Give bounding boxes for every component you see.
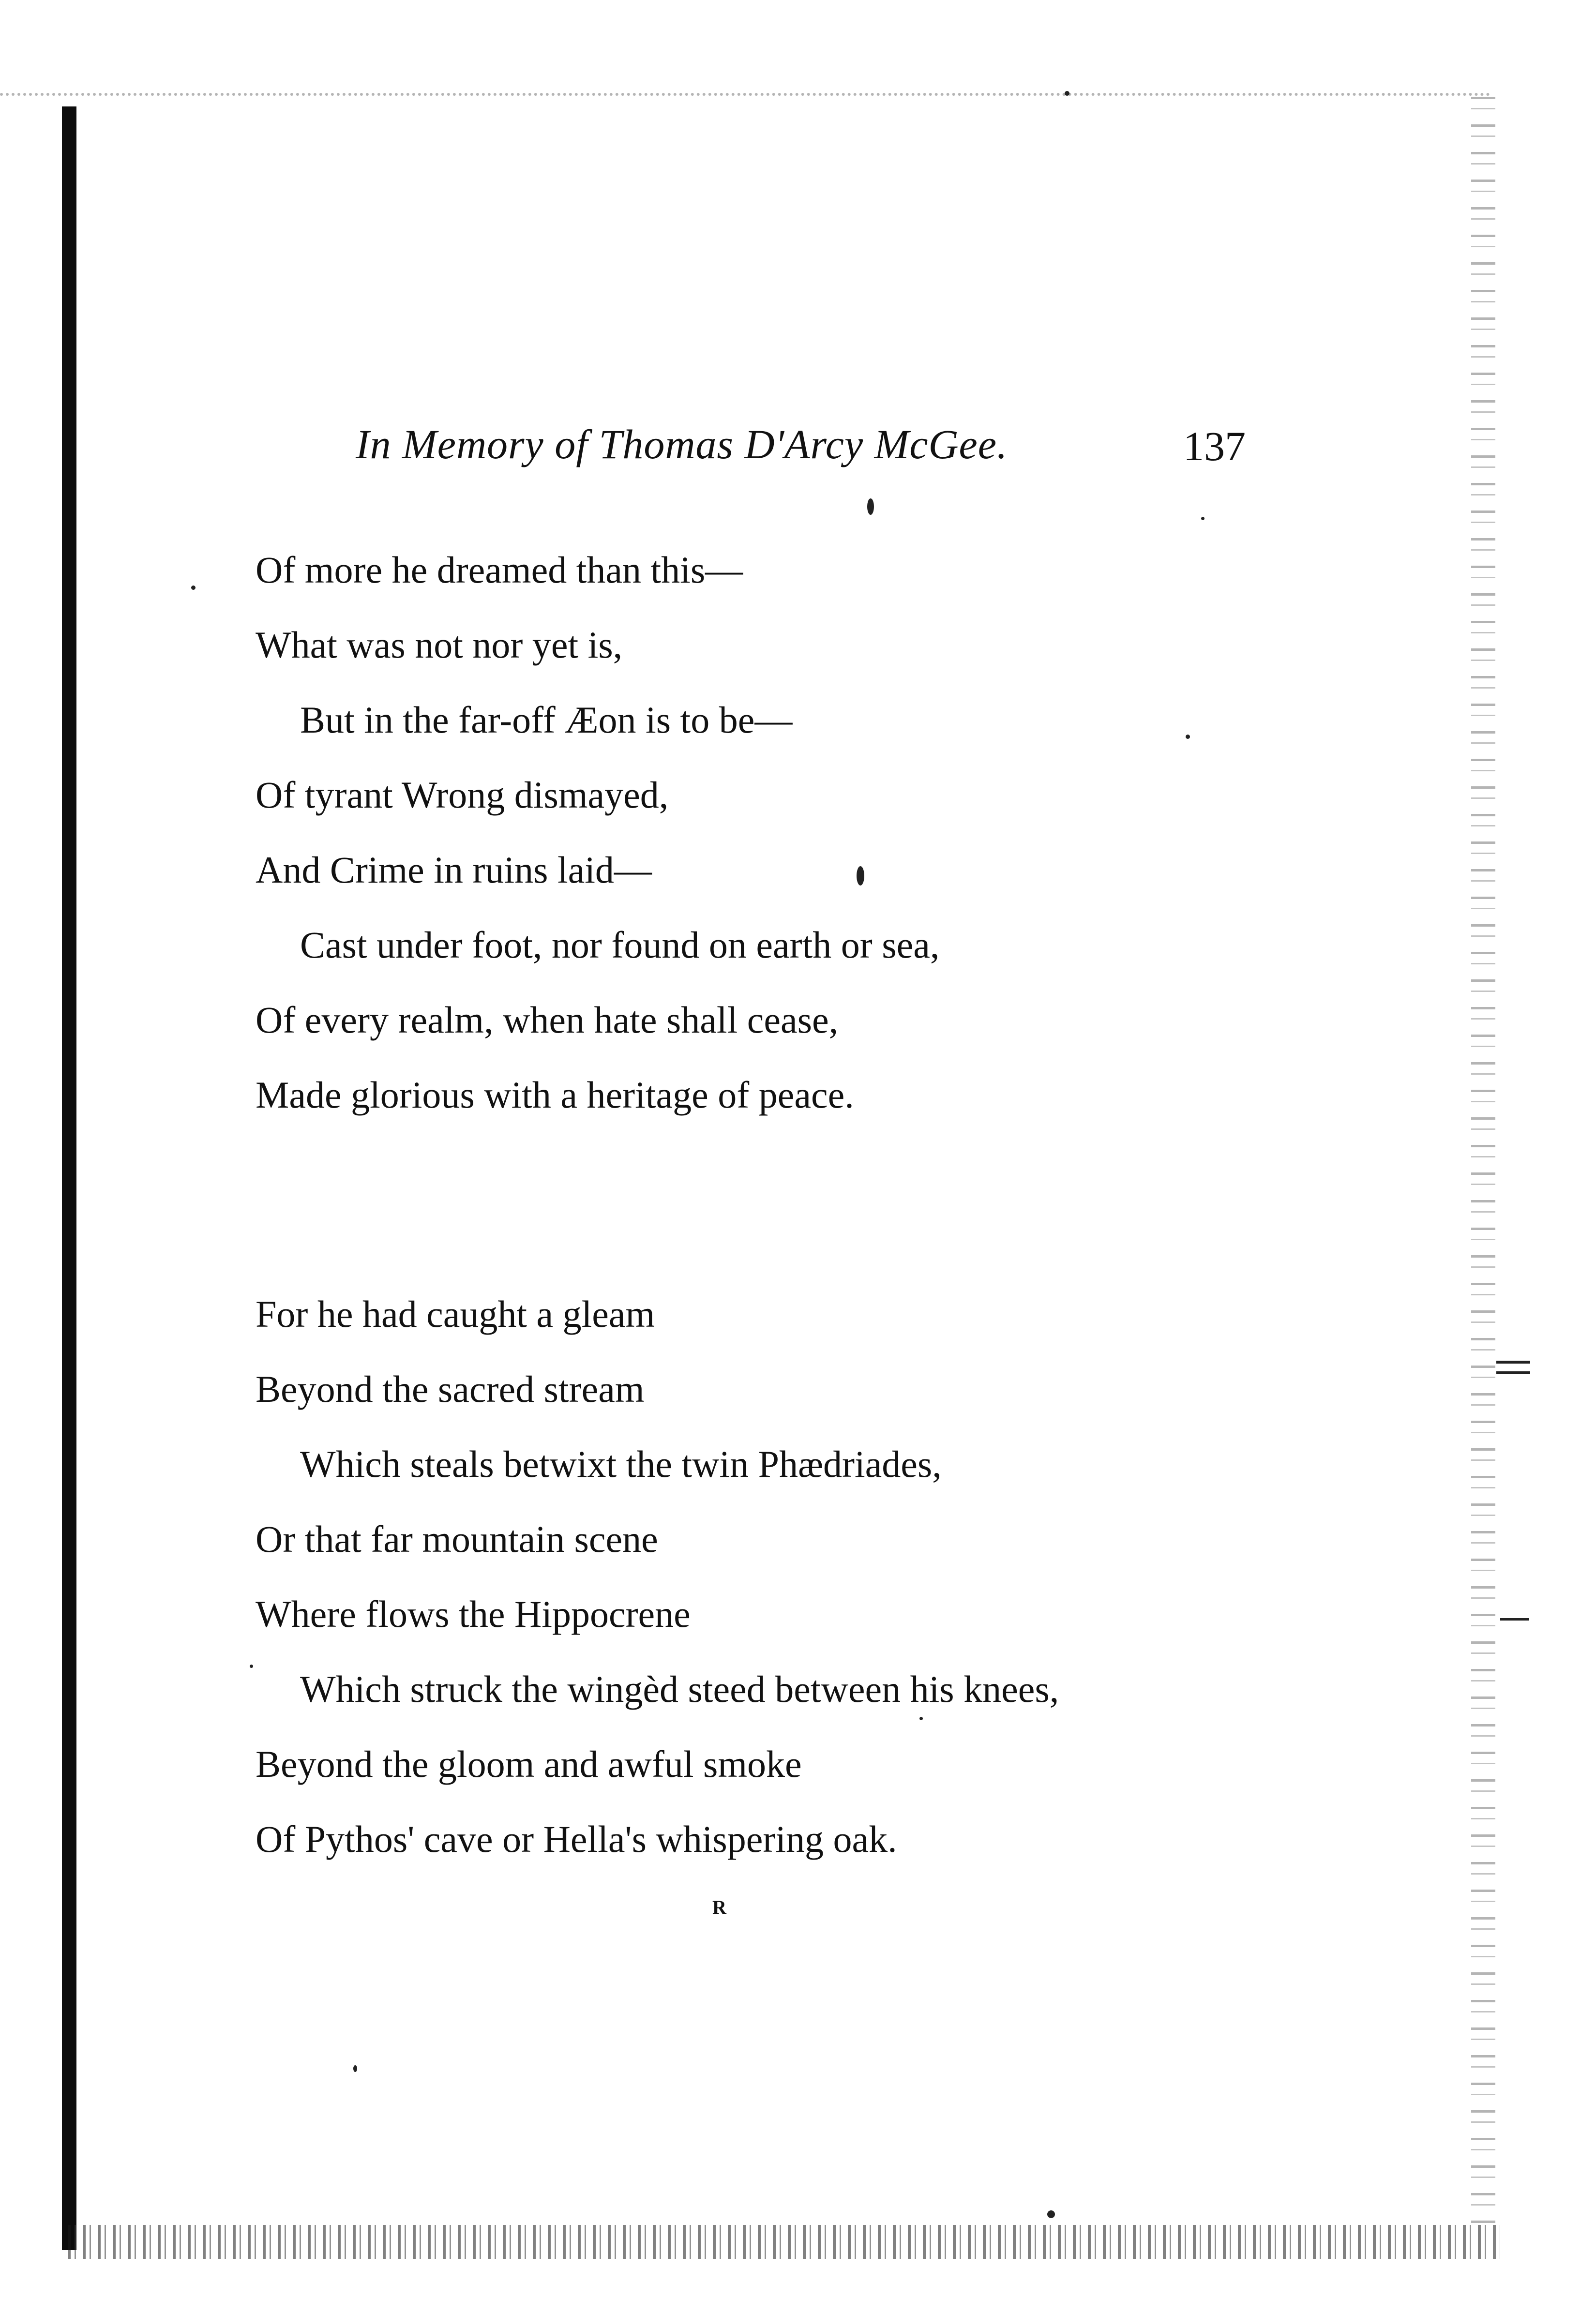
page-number: 137 [1183,423,1246,469]
page-top-edge [0,93,1491,101]
verse-line: Which steals betwixt the twin Phædriades, [300,1443,942,1485]
page-right-edge [1471,97,1495,2226]
verse-line: And Crime in ruins laid— [256,849,652,891]
scan-speck [1201,517,1205,520]
verse-line: For he had caught a gleam [256,1293,655,1335]
verse-line: Beyond the sacred stream [256,1368,645,1410]
margin-mark [1496,1361,1530,1374]
stanza [256,1276,1465,1877]
stanza [256,532,1465,1132]
scan-speck [250,1665,253,1668]
page-bottom-edge [68,2225,1500,2259]
binding-edge [62,106,76,2250]
verse-line: Cast under foot, nor found on earth or sea, [300,924,940,966]
verse-line: Of every realm, when hate shall cease, [256,999,839,1041]
verse-line: Of tyrant Wrong dismayed, [256,774,669,816]
scan-speck [191,586,196,590]
verse-line: What was not nor yet is, [256,624,623,666]
scan-speck [1065,91,1069,96]
signature-mark: R [712,1896,727,1918]
verse-line: Of Pythos' cave or Hella's whispering oak. [256,1818,897,1860]
verse-line: Beyond the gloom and awful smoke [256,1743,802,1785]
margin-dash [1500,1618,1529,1621]
scan-speck [867,498,874,515]
page-header [356,420,1275,473]
verse-line: Made glorious with a heritage of peace. [256,1074,854,1116]
verse-line: Of more he dreamed than this— [256,549,743,591]
verse-line: Where flows the Hippocrene [256,1593,691,1635]
verse-line: Which struck the wingèd steed between his knees, [300,1668,1059,1710]
running-title: In Memory of Thomas D'Arcy McGee. [356,421,1008,467]
scan-speck [353,2065,357,2072]
verse-line: But in the far-off Æon is to be— [300,699,793,741]
verse-line: Or that far mountain scene [256,1518,658,1560]
scan-speck [1047,2210,1055,2218]
